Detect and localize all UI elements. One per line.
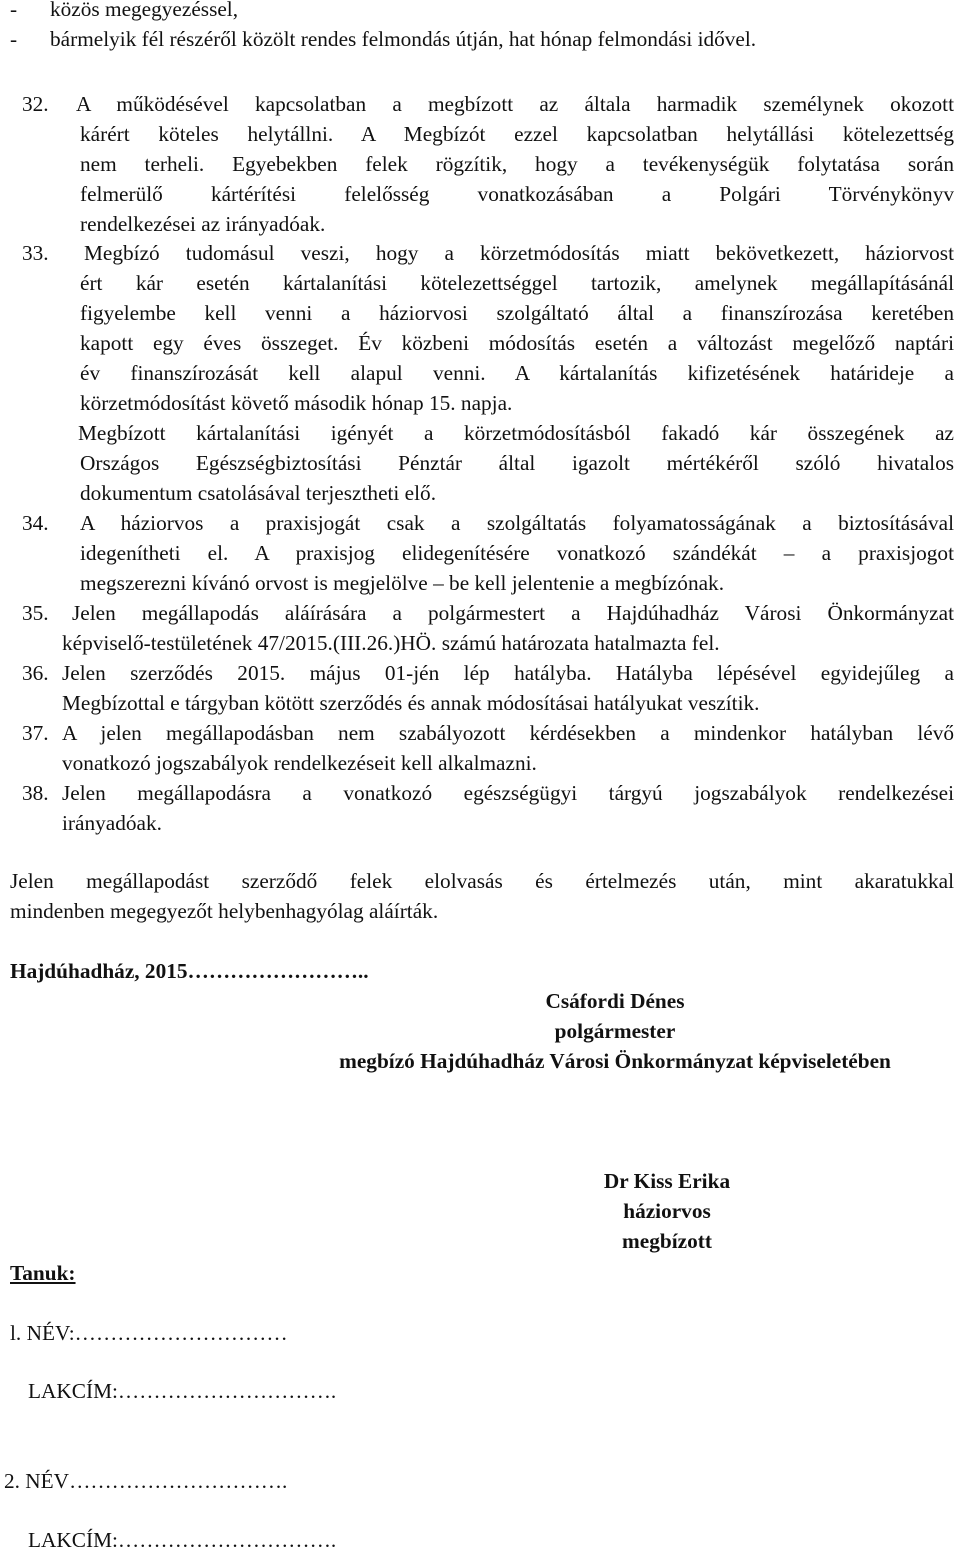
place-date: Hajdúhadház, 2015…………………….. xyxy=(10,959,369,983)
clause-32-line: kárért köteles helytállni. A Megbízót ezzel kapcsolatban helytállási kötelezettség xyxy=(80,122,954,146)
principal-role: megbízó Hajdúhadház Városi Önkormányzat képviseletében xyxy=(339,1049,891,1073)
witness-2-address: LAKCÍM:…………………………. xyxy=(28,1528,337,1552)
clause-33-line: dokumentum csatolásával terjesztheti elő. xyxy=(80,481,437,505)
bullet-dash: - xyxy=(10,0,18,21)
clause-33-line: Megbízott kártalanítási igényét a körzetmódosításból fakadó kár összegének az xyxy=(78,421,954,445)
clause-37-line: A jelen megállapodásban nem szabályozott kérdésekben a mindenkor hatályban lévő xyxy=(62,721,954,745)
clause-38-line: Jelen megállapodásra a vonatkozó egészségügyi tárgyú jogszabályok rendelkezései xyxy=(62,781,954,805)
bullet-text: közös megegyezéssel, xyxy=(50,0,239,21)
clause-37-line: vonatkozó jogszabályok rendelkezéseit kell alkalmazni. xyxy=(62,751,537,775)
clause-33-line: kapott egy éves összeget. Év közbeni módosítás esetén a változást megelőző naptári xyxy=(80,331,954,355)
clause-33-line: figyelembe kell venni a háziorvosi szolgáltató által a finanszírozása keretében xyxy=(80,301,954,325)
clause-34-line: idegenítheti el. A praxisjog elidegenítésére vonatkozó szándékát – a praxisjogot xyxy=(80,541,954,565)
principal-name: Csáfordi Dénes xyxy=(545,989,685,1013)
clause-number: 33. xyxy=(22,241,49,265)
clause-32-line: A működésével kapcsolatban a megbízott az általa harmadik személynek okozott xyxy=(76,92,954,116)
clause-38-line: irányadóak. xyxy=(62,811,162,835)
clause-33-line: Megbízó tudomásul veszi, hogy a körzetmódosítás miatt bekövetkezett, háziorvost xyxy=(84,241,954,265)
clause-number: 36. xyxy=(22,661,49,685)
clause-36-line: Megbízottal e tárgyban kötött szerződés és annak módosításai hatályukat veszítik. xyxy=(62,691,760,715)
bullet-text: bármelyik fél részéről közölt rendes felmondás útján, hat hónap felmondási idővel. xyxy=(50,27,757,51)
clause-33-line: ért kár esetén kártalanítási kötelezettséggel tartozik, amelynek megállapításánál xyxy=(80,271,954,295)
clause-number: 37. xyxy=(22,721,49,745)
clause-32-line: rendelkezései az irányadóak. xyxy=(80,212,326,236)
witness-1-name: l. NÉV:………………………… xyxy=(10,1321,288,1345)
clause-36-line: Jelen szerződés 2015. május 01-jén lép hatályba. Hatályba lépésével egyidejűleg a xyxy=(62,661,954,685)
witness-2-name: 2. NÉV…………………………. xyxy=(4,1469,288,1493)
bullet-dash: - xyxy=(10,27,18,51)
clause-33-line: Országos Egészségbiztosítási Pénztár által igazolt mértékéről szóló hivatalos xyxy=(80,451,954,475)
clause-number: 35. xyxy=(22,601,49,625)
principal-title: polgármester xyxy=(554,1019,676,1043)
witness-1-address: LAKCÍM:…………………………. xyxy=(28,1379,337,1403)
agent-title: háziorvos xyxy=(623,1199,711,1223)
clause-32-line: nem terheli. Egyebekben felek rögzítik, hogy a tevékenységük folytatása során xyxy=(80,152,954,176)
agent-role: megbízott xyxy=(622,1229,712,1253)
closing-line: mindenben megegyezőt helybenhagyólag aláírták. xyxy=(10,899,439,923)
clause-number: 38. xyxy=(22,781,49,805)
clause-number: 32. xyxy=(22,92,49,116)
clause-number: 34. xyxy=(22,511,49,535)
clause-34-line: megszerezni kívánó orvost is megjelölve – be kell jelentenie a megbízónak. xyxy=(80,571,725,595)
clause-35-line: képviselő-testületének 47/2015.(III.26.)HÖ. számú határozata hatalmazta fel. xyxy=(62,631,720,655)
clause-33-line: körzetmódosítást követő második hónap 15. napja. xyxy=(80,391,513,415)
witnesses-heading: Tanuk: xyxy=(10,1261,76,1285)
clause-32-line: felmerülő kártérítési felelősség vonatkozásában a Polgári Törvénykönyv xyxy=(80,182,954,206)
agent-name: Dr Kiss Erika xyxy=(603,1169,731,1193)
clause-34-line: A háziorvos a praxisjogát csak a szolgáltatás folyamatosságának a biztosításával xyxy=(80,511,954,535)
clause-33-line: év finanszírozását kell alapul venni. A kártalanítás kifizetésének határideje a xyxy=(80,361,954,385)
closing-line: Jelen megállapodást szerződő felek elolvasás és értelmezés után, mint akaratukkal xyxy=(10,869,954,893)
clause-35-line: Jelen megállapodás aláírására a polgármestert a Hajdúhadház Városi Önkormányzat xyxy=(72,601,954,625)
